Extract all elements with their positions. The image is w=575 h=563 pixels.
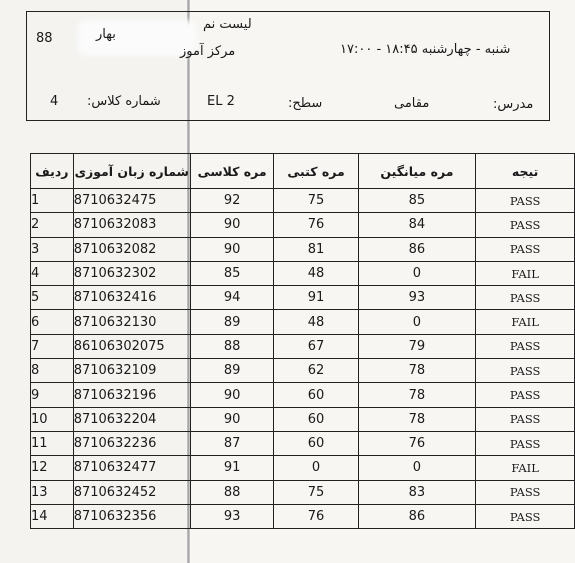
row-number-cell: 5 (31, 286, 74, 310)
written-score-cell: 75 (274, 189, 358, 213)
written-score-cell: 91 (274, 286, 358, 310)
table-row (31, 431, 575, 455)
result-cell: PASS (476, 286, 575, 310)
average-score-cell: 0 (358, 310, 476, 334)
average-score-cell: 0 (358, 261, 476, 285)
col-average-score-header: مره میانگین (358, 154, 476, 189)
average-score-cell: 86 (358, 504, 476, 528)
result-cell: FAIL (476, 310, 575, 334)
written-score-cell: 62 (274, 359, 358, 383)
written-score-cell: 48 (274, 310, 358, 334)
written-score-cell: 60 (274, 383, 358, 407)
row-number-cell: 1 (31, 189, 74, 213)
col-student-id-header: شماره زبان آموزی (73, 154, 190, 189)
class-score-cell: 89 (190, 310, 274, 334)
row-number-cell: 11 (31, 431, 74, 455)
student-id-cell: 8710632109 (73, 359, 190, 383)
written-score-cell: 76 (274, 504, 358, 528)
written-score-cell: 81 (274, 237, 358, 261)
student-id-cell: 8710632082 (73, 237, 190, 261)
row-number-cell: 13 (31, 480, 74, 504)
written-score-cell: 0 (274, 456, 358, 480)
table-row (31, 189, 575, 213)
row-number-cell: 14 (31, 504, 74, 528)
class-number-label: شماره کلاس: (87, 94, 161, 109)
result-cell: PASS (476, 407, 575, 431)
student-id-cell: 8710632356 (73, 504, 190, 528)
student-id-cell: 8710632196 (73, 383, 190, 407)
written-score-cell: 48 (274, 261, 358, 285)
table-row (31, 261, 575, 285)
result-cell: PASS (476, 383, 575, 407)
class-score-cell: 94 (190, 286, 274, 310)
result-cell: PASS (476, 213, 575, 237)
result-cell: FAIL (476, 456, 575, 480)
center-text: مرکز آموز (180, 44, 236, 59)
student-id-cell: 8710632083 (73, 213, 190, 237)
student-id-cell: 8710632204 (73, 407, 190, 431)
class-score-cell: 87 (190, 431, 274, 455)
col-class-score-header: مره کلاسی (190, 154, 274, 189)
row-number-cell: 2 (31, 213, 74, 237)
average-score-cell: 78 (358, 383, 476, 407)
col-written-score-header: مره کتبی (274, 154, 358, 189)
term-text: بهار (96, 27, 116, 42)
result-cell: PASS (476, 189, 575, 213)
results-table (30, 153, 575, 529)
teacher-label: مدرس: (493, 97, 534, 112)
class-score-cell: 88 (190, 480, 274, 504)
result-cell: PASS (476, 359, 575, 383)
row-number-cell: 6 (31, 310, 74, 334)
written-score-cell: 60 (274, 407, 358, 431)
written-score-cell: 67 (274, 334, 358, 358)
student-id-cell: 8710632475 (73, 189, 190, 213)
schedule-text: شنبه - چهارشنبه ۱۸:۴۵ - ۱۷:۰۰ (340, 42, 511, 57)
average-score-cell: 78 (358, 359, 476, 383)
class-score-cell: 90 (190, 383, 274, 407)
written-score-cell: 60 (274, 431, 358, 455)
student-id-cell: 8710632452 (73, 480, 190, 504)
table-row (31, 383, 575, 407)
level-value: EL 2 (207, 94, 235, 109)
title-text: لیست نم (203, 17, 252, 32)
result-cell: PASS (476, 504, 575, 528)
average-score-cell: 76 (358, 431, 476, 455)
class-number-value: 4 (50, 94, 59, 109)
result-cell: PASS (476, 480, 575, 504)
student-id-cell: 86106302075 (73, 334, 190, 358)
table-row (31, 213, 575, 237)
student-id-cell: 8710632477 (73, 456, 190, 480)
result-cell: FAIL (476, 261, 575, 285)
row-number-cell: 9 (31, 383, 74, 407)
class-score-cell: 89 (190, 359, 274, 383)
result-cell: PASS (476, 431, 575, 455)
average-score-cell: 83 (358, 480, 476, 504)
table-row (31, 334, 575, 358)
class-score-cell: 91 (190, 456, 274, 480)
table-row (31, 237, 575, 261)
row-number-cell: 8 (31, 359, 74, 383)
table-row (31, 286, 575, 310)
average-score-cell: 86 (358, 237, 476, 261)
average-score-cell: 85 (358, 189, 476, 213)
class-score-cell: 90 (190, 213, 274, 237)
result-cell: PASS (476, 237, 575, 261)
table-row (31, 480, 575, 504)
class-score-cell: 90 (190, 407, 274, 431)
col-result-header: تیجه (476, 154, 575, 189)
student-id-cell: 8710632130 (73, 310, 190, 334)
table-row (31, 504, 575, 528)
student-id-cell: 8710632236 (73, 431, 190, 455)
average-score-cell: 93 (358, 286, 476, 310)
student-id-cell: 8710632416 (73, 286, 190, 310)
result-cell: PASS (476, 334, 575, 358)
average-score-cell: 84 (358, 213, 476, 237)
table-row (31, 407, 575, 431)
score-value: 88 (36, 31, 53, 46)
row-number-cell: 7 (31, 334, 74, 358)
table-header-row (31, 154, 575, 189)
class-score-cell: 88 (190, 334, 274, 358)
row-number-cell: 4 (31, 261, 74, 285)
teacher-name: مقامی (394, 96, 430, 111)
row-number-cell: 10 (31, 407, 74, 431)
written-score-cell: 75 (274, 480, 358, 504)
average-score-cell: 0 (358, 456, 476, 480)
average-score-cell: 79 (358, 334, 476, 358)
level-label: سطح: (288, 96, 323, 111)
table-row (31, 456, 575, 480)
row-number-cell: 3 (31, 237, 74, 261)
col-row-header: ردیف (31, 154, 74, 189)
class-score-cell: 90 (190, 237, 274, 261)
written-score-cell: 76 (274, 213, 358, 237)
table-row (31, 359, 575, 383)
class-score-cell: 92 (190, 189, 274, 213)
class-score-cell: 85 (190, 261, 274, 285)
table-row (31, 310, 575, 334)
class-score-cell: 93 (190, 504, 274, 528)
row-number-cell: 12 (31, 456, 74, 480)
student-id-cell: 8710632302 (73, 261, 190, 285)
average-score-cell: 78 (358, 407, 476, 431)
